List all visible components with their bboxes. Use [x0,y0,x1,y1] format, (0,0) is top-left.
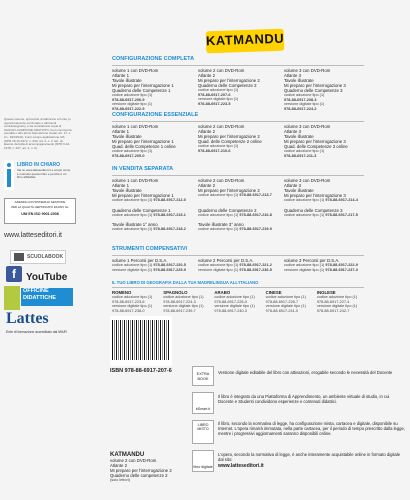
code-label: codice adozione tipo (1) [112,295,153,299]
website-link[interactable]: www.latteseditori.it [4,232,62,239]
language-name: ARABO [214,290,231,295]
libro-in-chiaro-icon [4,160,14,190]
isbn-text: ISBN 978-88-6917-207-6 [110,368,172,374]
item-line: Quaderno delle Competenze 1 [112,207,171,213]
language-name: ROMENO [112,290,132,295]
libro-in-chiaro-box [4,160,72,198]
lattes-l-icon [4,286,20,310]
code-label: versione digitale tipo (1) [163,304,204,309]
icon-label: LIBRO MISTO [197,423,209,431]
libro-in-chiaro-subtitle: Vai su www.latteseditori.it e scopri come è costruito questo libro e perché è un libro affidabile. [17,168,71,180]
code-value: 978-88-6917-223-5 [198,101,231,106]
item-line: Tavole illustrate [284,188,314,193]
item-line: volume 1 con DVD-Rom [112,124,159,129]
item-line: Quad. delle Competenze 3 online [284,144,348,149]
item-line: Atlante 1 [112,73,129,78]
code-label: codice adozione tipo (1) [284,93,325,97]
item-line: Mi preparo per l'interrogazione 2 [198,78,260,83]
code-value: 978-88-6917-209-0 [112,153,145,158]
code-value: 978-88-6917-210-6 [198,148,231,153]
item-line: Mi preparo per l'interrogazione 2 [198,134,260,139]
feature-text: Versione digitale editabile del libro con attivazioni, erogabile secondo le necessità del Docente [218,370,393,375]
essenziale-col-3 [284,124,364,158]
item-line: Atlante 2 [198,73,215,78]
code-value: 978-88-6917-225-9 [153,267,186,272]
sidebar [0,0,78,500]
feature-libro-misto [192,420,408,448]
code-value: 978-88-6917-241-0 [265,308,299,313]
icon-label: EXTRA BOOK [196,372,210,381]
barcode-icon [112,320,170,360]
certification-box [4,198,76,224]
code-value: 978-88-6917-207-6 [198,92,231,97]
code-label: versione digitale tipo (1) [198,97,239,102]
section-compensativi [112,246,364,272]
code-value: 978-88-6917-225-0 [214,299,247,304]
item-line: Tavole illustrate [284,134,314,139]
code-value: 978-88-6917-239-7 [163,308,196,313]
compensativi-col-1 [112,258,192,272]
lingua-col [112,290,159,313]
katmandu-title: KATMANDU [205,30,285,49]
libro-misto-icon [192,420,214,444]
code-value: 978-88-6917-218-2 [153,227,186,232]
code-label: codice adozione tipo (1) [163,295,204,299]
item-line: Atlante 2 [198,183,215,188]
code-label: versione digitale tipo (1) [284,267,325,272]
code-label: codice adozione tipo (1) [316,295,358,299]
item-line: Quaderno delle competenze 2 [110,473,168,478]
item-line: Quaderno delle Competenze 2 [198,83,257,88]
code-value: 978-88-6917-212-0 [153,198,186,202]
item-line: Mi preparo per l'interrogazione 3 [284,139,346,144]
language-name: CINESE [265,290,282,295]
code-value: 978-88-6917-238-0 [112,308,145,313]
code-value: 978-88-6917-208-3 [284,97,317,102]
item-line: Atlante 3 [284,73,301,78]
essenziale-col-1 [112,124,192,158]
code-value: 978-88-6917-227-4 [316,299,350,304]
essenziale-col-2 [198,124,278,158]
feature-bsmart [192,392,408,418]
item-line: Mi preparo per l'interrogazione 1 [112,83,174,88]
item-line: Mi preparo per l'interrogazione 1 [112,193,174,198]
item-line: volume 1 Percorsi per D.S.A. [112,258,168,263]
code-value: 978-88-6917-217-5 [325,212,358,217]
item-line: Quad. delle Competenze 2 online [198,139,262,144]
item-line: Quaderno delle Competenze 3 [284,88,343,93]
section-title: CONFIGURAZIONE ESSENZIALE [112,112,199,118]
section-title: IL TUO LIBRO DI GEOGRAFIA DALLA TUA MADRELINGUA ALL'ITALIANO [112,280,259,285]
item-line: Mi preparo per l'interrogazione 3 [284,193,346,198]
section-essenziale [112,112,364,158]
item-line: Tavole illustrate [284,78,314,83]
libro-in-chiaro-title: LIBRO IN CHIARO [17,162,61,168]
code-value: 978-88-6917-220-5 [153,263,186,267]
item-line: Quaderno delle Competenze 2 [198,207,257,213]
item-line: Tavole illustrate [112,78,142,83]
separata-col-3 [284,178,364,232]
completa-col-3 [284,68,364,111]
item-line: Atlante 1 [112,183,129,188]
item-line: Tavole illustrate 1° anno [112,222,158,228]
item-line: volume 2 con DVD-Rom [198,68,245,73]
code-label: codice adozione tipo (1) [112,263,153,267]
feature-extra-book [192,366,408,390]
item-line: Mi preparo per l'interrogazione 1 [112,139,174,144]
lingua-col [266,290,313,313]
section-separata [112,166,364,232]
code-label: codice adozione tipo (1) [214,295,255,299]
feature-digitale [192,450,408,476]
code-label: versione digitale tipo (1) [112,102,153,107]
feature-url[interactable]: www.latteseditori.it [218,463,264,469]
bottom-title: KATMANDU [110,452,145,458]
officine-label: OFFICINE DIDATTICHE [21,288,73,306]
item-line: volume 1 con DVD-Rom [112,68,159,73]
code-value: 978-88-6917-219-9 [239,227,272,232]
code-value: 978-88-6917-211-3 [284,153,317,158]
code-value: 978-88-6917-223-6 [112,299,145,304]
scuolabook-logo[interactable] [10,250,66,264]
item-line: Quaderno delle Competenze 1 [112,88,171,93]
section-lingue [112,280,364,313]
item-line: Tavole illustrate [112,188,142,193]
code-value: 978-88-6917-242-7 [316,308,350,313]
code-label: codice adozione tipo (1) [198,88,239,92]
item-line: Tavole illustrate [112,134,142,139]
bottom-note: (solo lettori) [110,478,130,482]
code-label: codice adozione tipo (1) [284,263,325,267]
compensativi-col-2 [198,258,278,272]
code-value: 978-88-6917-226-7 [265,299,299,304]
lingua-col [163,290,210,313]
facebook-icon[interactable]: f [6,266,22,282]
feature-text: Il libro è integrato da una Piattaforma di Apprendimento, un ambiente virtuale di studio, in cui Docente e Studenti condividono esperienze e contenuti didattici. [218,394,390,404]
separata-col-1 [112,178,192,232]
code-value: 978-88-6917-222-9 [325,263,358,267]
cert-title: AZIENDA CON SISTEMA DI GESTIONE [14,200,66,204]
scuolabook-label: SCUOLABOOK [27,254,64,260]
code-value: 978-88-6917-224-2 [284,106,317,111]
code-label: versione digitale tipo (1) [316,304,358,309]
officine-didattiche-logo[interactable] [4,286,74,310]
code-label: codice adozione tipo (1) [198,227,239,232]
lattes-logo: Lattes [6,310,49,327]
item-line: Atlante 1 [112,129,129,134]
completa-col-1 [112,68,192,111]
cert-iso: UNI EN ISO 9001:2008 [21,212,59,216]
code-label: codice adozione tipo (1) [112,149,153,153]
code-label: versione digitale tipo (1) [284,102,325,107]
code-value: 978-88-6917-221-2 [239,263,272,267]
language-name: INGLESE [316,290,336,295]
extra-book-icon [192,366,214,386]
feature-text: Il libro, secondo la normativa di legge, ha configurazione mista, cartacea e digitale, disponibile su Internet. L'opera rimarrà immutata, nella parte cartacea, per il periodo di tempo prescritto dalla legge, mentre i progressivi aggiornamenti saranno disponibili online. [218,421,406,436]
code-value: 978-88-6917-240-3 [214,308,247,313]
item-line: volume 1 con DVD-Rom [112,178,159,183]
item-line: volume 3 Percorsi per D.S.A. [284,258,340,263]
code-label: codice adozione tipo (1) [284,212,325,217]
separata-col-2 [198,178,278,232]
code-value: 978-88-6917-222-9 [112,106,145,111]
code-label: codice adozione tipo (1) [198,193,239,197]
item-line: Atlante 2 [198,129,215,134]
icon-label: libro digitale [193,465,213,469]
main-content [80,0,410,500]
code-label: codice adozione tipo (1) [112,212,153,217]
code-label: codice adozione tipo (1) [112,227,153,232]
code-value: 978-88-6917-215-1 [153,212,186,217]
item-line: volume 3 con DVD-Rom [284,124,331,129]
section-completa [112,56,364,111]
katmandu-logo [206,29,285,54]
barcode-area [110,316,172,366]
code-label: codice adozione tipo (1) [112,93,153,97]
item-line: Quad. delle Competenze 1 online [112,144,176,149]
legal-text: Questo volume, sprovvisto di talloncino a fronte (o opportunamente punzonato o altrimenti contrassegnato), è da considerarsi copia di SAGGIO-CAMPIONE GRATUITO, fuori commercio (vendita e altri atti di disposizione vietati: art. 17, c. 2 L. 633/1941). Fuori campo applicazione IVA (DPR 26-10-1972, n. 633, art. 2, c. 3, lett. d). Esente da bolla di accompagnamento (DPR 6-10-1978, n. 627, art. 4, n. 6). [4,117,72,150]
code-label: codice adozione tipo (1) [198,263,239,267]
code-label: codice adozione tipo (1) [198,144,239,148]
lingua-col [317,290,364,313]
icon-label: bSmart.it [195,407,211,411]
feature-text: L'opera, secondo la normativa di legge, è anche interamente acquistabile online in formato digitale dal sito: [218,452,401,462]
item-line: volume 2 Percorsi per D.S.A. [198,258,254,263]
item-line: Atlante 3 [284,129,301,134]
section-title: IN VENDITA SEPARATA [112,166,174,172]
code-label: codice adozione tipo (1) [265,295,306,299]
code-value: 978-88-6917-213-7 [239,193,272,197]
lattes-subtitle: Ente di formazione accreditato dal MIUR [6,330,67,334]
item-line: Mi preparo per l'interrogazione 2 [198,188,260,193]
code-value: 978-88-6917-214-4 [325,198,358,202]
language-name: SPAGNOLO [163,290,188,295]
section-title: STRUMENTI COMPENSATIVI [112,246,188,252]
code-label: codice adozione tipo (1) [198,212,239,217]
item-line: Mi preparo per l'interrogazione 2 [110,468,172,473]
item-line: Quaderno delle Competenze 3 [284,207,343,213]
item-line: volume 3 con DVD-Rom [284,178,331,183]
code-value: 978-88-6917-206-9 [112,97,145,102]
item-line: volume 2 con DVD-Rom [198,178,245,183]
code-label: codice adozione tipo (1) [284,198,325,202]
code-value: 978-88-6917-236-5 [239,267,272,272]
code-label: versione digitale tipo (1) [112,267,153,272]
cert-subtitle: PER LA QUALITÀ CERTIFICATO DA DNV GL [11,205,69,209]
bsmart-icon [192,392,214,414]
code-value: 978-88-6917-216-8 [239,212,272,217]
item-line: Tavole illustrate 3° anno [198,222,244,228]
item-line: Atlante 2 [110,463,127,468]
code-value: 978-88-6917-224-3 [163,299,196,304]
item-line: volume 2 con DVD-Rom [198,124,245,129]
code-label: versione digitale tipo (1) [112,304,153,309]
item-line: volume 2 con DVD-Rom [110,458,157,463]
code-label: codice adozione tipo (1) [284,149,325,153]
code-label: versione digitale tipo (1) [265,304,306,309]
code-label: versione digitale tipo (1) [214,304,255,309]
code-label: versione digitale tipo (1) [198,267,239,272]
item-line: volume 3 con DVD-Rom [284,68,331,73]
code-label: codice adozione tipo (1) [112,198,153,202]
item-line: Atlante 3 [284,183,301,188]
completa-col-2 [198,68,278,111]
lingua-col [214,290,261,313]
compensativi-col-3 [284,258,364,272]
bottom-info [110,452,190,483]
item-line: Mi preparo per l'interrogazione 3 [284,83,346,88]
section-title: CONFIGURAZIONE COMPLETA [112,56,195,62]
code-value: 978-88-6917-237-3 [325,267,358,272]
libro-digitale-icon [192,450,214,472]
youtube-logo[interactable]: YouTube [26,272,68,283]
